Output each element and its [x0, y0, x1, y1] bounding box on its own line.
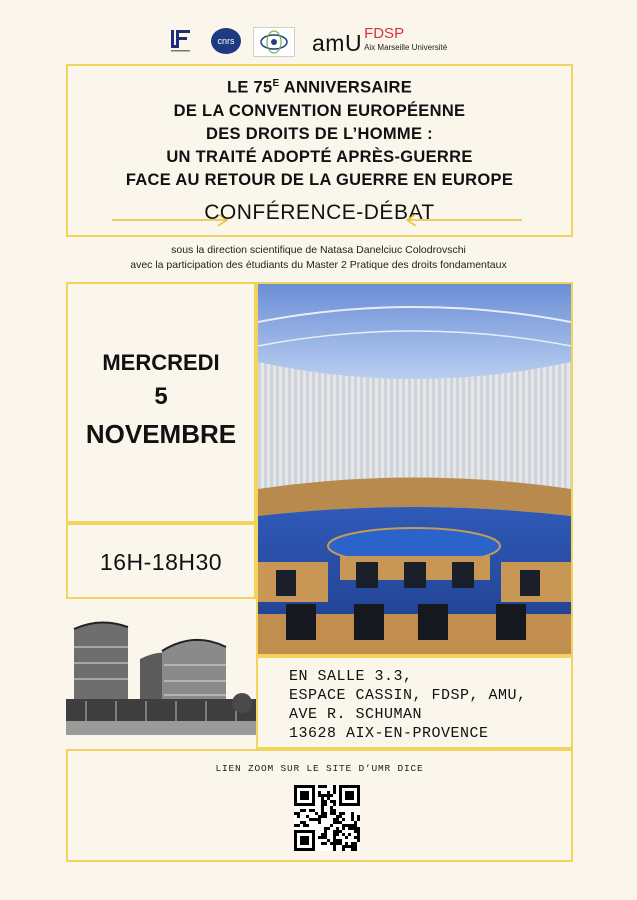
title-line-1: LE $75^E$ ANNIVERSAIRE — [226, 78, 413, 97]
arrow-left-icon — [404, 214, 522, 226]
event-time: 16H-18H30 — [99, 549, 223, 575]
venue-line-2: ESPACE CASSIN, FDSP, AMU, — [289, 687, 527, 704]
direction-line-1: sous la direction scientifique de Natasa Danelciuc Colodrovschi — [171, 244, 466, 256]
title-line-5: FACE AU RETOUR DE LA GUERRE EN EUROPE — [125, 171, 514, 189]
event-type: CONFÉRENCE-DÉBAT — [204, 201, 435, 224]
date-box — [66, 282, 256, 523]
venue-line-3: AVE R. SCHUMAN — [289, 706, 423, 723]
courtroom-photo — [256, 282, 573, 656]
zoom-box — [66, 749, 573, 862]
amu-logo-subtitle: Aix Marseille Université — [364, 43, 448, 52]
direction-line-2: avec la participation des étudiants du Master 2 Pratique des droits fondamentaux — [130, 259, 507, 271]
amu-logo-text: amU — [312, 30, 363, 56]
fdsp-logo-text: FDSP — [364, 25, 405, 42]
date-month: NOVEMBRE — [85, 419, 237, 449]
title-line-4: UN TRAITÉ ADOPTÉ APRÈS-GUERRE — [166, 148, 473, 166]
cnrs-logo-text: cnrs — [217, 36, 235, 46]
venue-box — [256, 656, 573, 749]
title-box — [66, 64, 573, 237]
qr-code-icon[interactable] — [294, 785, 360, 851]
lab-logo — [253, 27, 295, 57]
zoom-link-text: LIEN ZOOM SUR LE SITE D’UMR DICE — [215, 763, 424, 774]
time-box — [66, 523, 256, 599]
amu-fdsp-logo — [312, 26, 447, 56]
date-weekday: MERCREDI — [102, 350, 220, 375]
human-rights-building-image — [66, 599, 256, 749]
venue-line-1: EN SALLE 3.3, — [289, 668, 413, 685]
venue-line-4: 13628 AIX-EN-PROVENCE — [289, 725, 489, 742]
title-line-3: DES DROITS DE L’HOMME : — [206, 125, 433, 143]
cnrs-logo — [211, 28, 241, 54]
title-line-2: DE LA CONVENTION EUROPÉENNE — [173, 102, 466, 120]
lf-logo — [170, 28, 192, 54]
scientific-direction — [62, 243, 575, 273]
date-day: 5 — [154, 383, 168, 410]
